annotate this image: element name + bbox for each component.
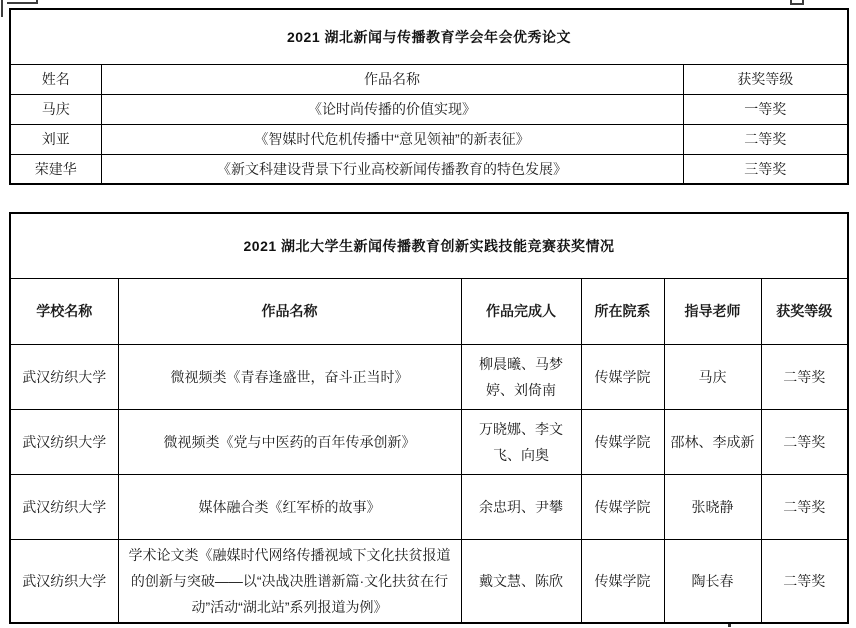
members-cell: 柳晨曦、马梦婷、刘倚南 <box>461 344 581 409</box>
work-cell: 《新文科建设背景下行业高校新闻传播教育的特色发展》 <box>101 154 683 184</box>
cropped-table-fragment-left-tick <box>36 0 38 4</box>
advisor-cell: 陶长春 <box>664 539 761 623</box>
competition-award-table <box>9 212 849 624</box>
table1-header-name: 姓名 <box>10 64 101 94</box>
work-cell: 媒体融合类《红军桥的故事》 <box>118 474 461 539</box>
advisor-cell: 邵林、李成新 <box>664 409 761 474</box>
school-cell: 武汉纺织大学 <box>10 539 118 623</box>
work-cell: 《论时尚传播的价值实现》 <box>101 94 683 124</box>
award-cell: 二等奖 <box>761 344 848 409</box>
table-row <box>10 539 848 623</box>
table1-header-row <box>10 64 848 94</box>
work-cell: 微视频类《党与中医药的百年传承创新》 <box>118 409 461 474</box>
table2-title: 2021 湖北大学生新闻传播教育创新实践技能竞赛获奖情况 <box>10 213 848 278</box>
name-cell: 马庆 <box>10 94 101 124</box>
department-cell: 传媒学院 <box>581 474 664 539</box>
award-cell: 二等奖 <box>761 409 848 474</box>
table-row <box>10 409 848 474</box>
work-cell: 《智媒时代危机传播中“意见领袖”的新表征》 <box>101 124 683 154</box>
cropped-table-fragment-left-vertical <box>1 0 3 17</box>
members-cell: 万晓娜、李文飞、向奥 <box>461 409 581 474</box>
stray-mark <box>728 624 731 627</box>
table-row <box>10 344 848 409</box>
advisor-cell: 张晓静 <box>664 474 761 539</box>
award-cell: 二等奖 <box>761 539 848 623</box>
table-row <box>10 94 848 124</box>
work-cell: 学术论文类《融媒时代网络传播视域下文化扶贫报道的创新与突破——以“决战决胜谱新篇·文化扶贫在行动”活动“湖北站”系列报道为例》 <box>118 539 461 623</box>
table2-header-work: 作品名称 <box>118 278 461 344</box>
department-cell: 传媒学院 <box>581 539 664 623</box>
members-cell: 余忠玥、尹攀 <box>461 474 581 539</box>
advisor-cell: 马庆 <box>664 344 761 409</box>
award-cell: 一等奖 <box>683 94 848 124</box>
school-cell: 武汉纺织大学 <box>10 409 118 474</box>
table2-header-members: 作品完成人 <box>461 278 581 344</box>
table2-header-advisor: 指导老师 <box>664 278 761 344</box>
table1-title: 2021 湖北新闻与传播教育学会年会优秀论文 <box>10 9 848 64</box>
award-cell: 三等奖 <box>683 154 848 184</box>
table-row <box>10 154 848 184</box>
table1-title-row <box>10 9 848 64</box>
table2-header-row <box>10 278 848 344</box>
table-row <box>10 124 848 154</box>
table1-header-award: 获奖等级 <box>683 64 848 94</box>
table2-header-department: 所在院系 <box>581 278 664 344</box>
school-cell: 武汉纺织大学 <box>10 474 118 539</box>
cropped-table-fragment-right <box>790 0 804 5</box>
cropped-table-fragment-left-horizontal <box>7 2 37 4</box>
table2-header-award: 获奖等级 <box>761 278 848 344</box>
annual-papers-award-table <box>9 8 849 185</box>
table2-title-row <box>10 213 848 278</box>
work-cell: 微视频类《青春逢盛世，奋斗正当时》 <box>118 344 461 409</box>
department-cell: 传媒学院 <box>581 409 664 474</box>
table2-header-school: 学校名称 <box>10 278 118 344</box>
name-cell: 荣建华 <box>10 154 101 184</box>
table-row <box>10 474 848 539</box>
department-cell: 传媒学院 <box>581 344 664 409</box>
award-cell: 二等奖 <box>761 474 848 539</box>
school-cell: 武汉纺织大学 <box>10 344 118 409</box>
members-cell: 戴文慧、陈欣 <box>461 539 581 623</box>
name-cell: 刘亚 <box>10 124 101 154</box>
table1-header-work: 作品名称 <box>101 64 683 94</box>
award-cell: 二等奖 <box>683 124 848 154</box>
